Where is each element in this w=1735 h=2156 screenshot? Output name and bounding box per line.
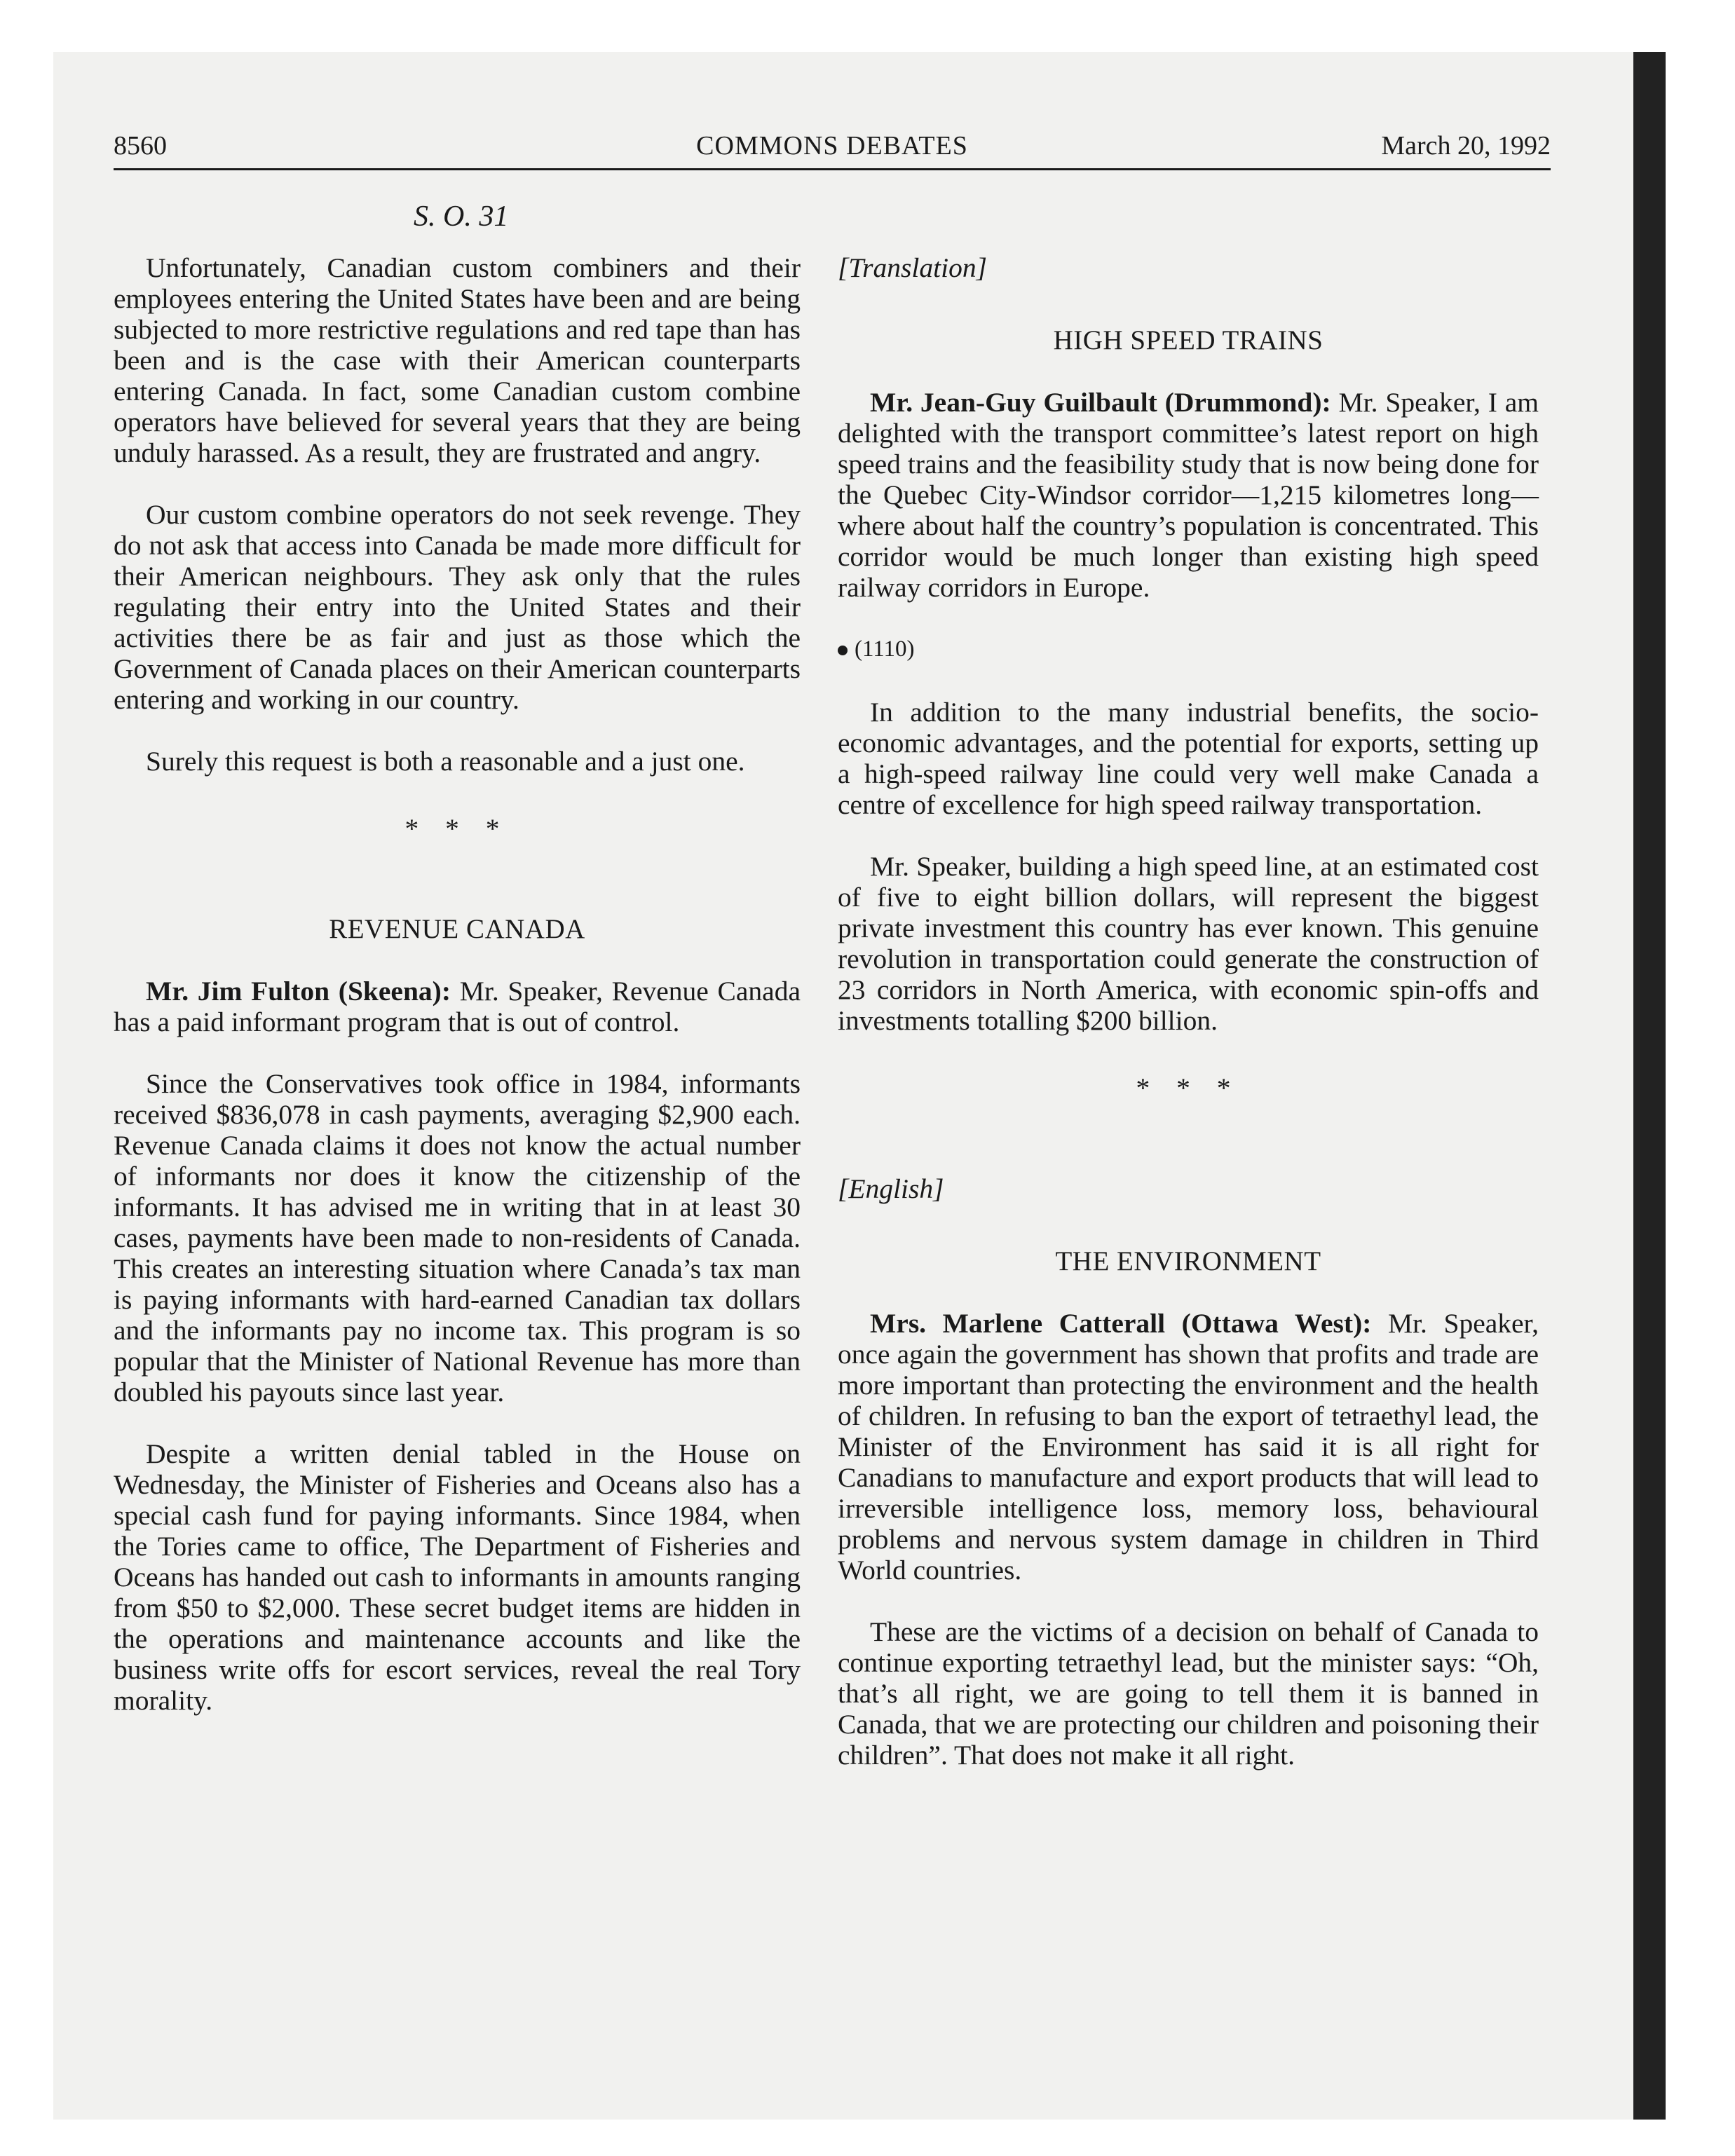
page-date: March 20, 1992 <box>1381 131 1551 161</box>
right-column <box>838 252 1539 1801</box>
section-heading-revenue-canada: REVENUE CANADA <box>329 914 585 944</box>
paragraph: Mr. Speaker, building a high speed line, at an estimated cost of five to eight billion dollars, will represent the biggest private investment this country has ever known. This genuine revolution in transportation could generate the construction of 23 corridors in North America, with economic spin-offs and investments totalling $200 billion. <box>838 851 1539 1036</box>
paragraph: Our custom combine operators do not seek revenge. They do not ask that access into Canada be made more difficult for their American neighbours. They ask only that the rules regulating their entry into the United States and their activities there be as fair and just as those which the Government of Canada places on their American counterparts entering and working in our country. <box>114 499 801 715</box>
speech-text: Mr. Speaker, once again the government has shown that profits and trade are more important than protecting the environment and the health of children. In refusing to ban the export of tetraethyl lead, the Minister of the Environment has said it is all right for Canadians to manufacture and export products that will lead to irreversible intelligence loss, memory loss, behavioural problems and nervous system damage in children in Third World countries. <box>838 1308 1539 1585</box>
scan-edge-shadow <box>1633 52 1666 2120</box>
paragraph: Unfortunately, Canadian custom combiners and their employees entering the United States have been and are being subjected to more restrictive regulations and red tape than has been and is the case with their American counterparts entering Canada. In fact, some Canadian custom combine operators have believed for several years that they are being unduly harassed. As a result, they are frustrated and angry. <box>114 252 801 468</box>
timestamp-text: (1110) <box>855 636 915 662</box>
language-tag: [Translation] <box>838 252 987 283</box>
paragraph: In addition to the many industrial benefits, the socio-economic advantages, and the potential for exports, setting up a high-speed railway line could very well make Canada a centre of excellence for high speed railway transportation. <box>838 697 1539 820</box>
language-tag: [English] <box>838 1173 944 1204</box>
speech-paragraph <box>114 976 801 1037</box>
speaker-name: Mr. Jim Fulton (Skeena): <box>146 976 451 1007</box>
timestamp <box>838 634 1539 664</box>
speaker-name: Mrs. Marlene Catterall (Ottawa West): <box>870 1308 1372 1339</box>
speech-paragraph <box>838 387 1539 603</box>
left-column <box>114 252 801 1747</box>
section-separator: * * * <box>404 813 510 844</box>
bullet-icon <box>838 646 848 655</box>
paragraph: These are the victims of a decision on behalf of Canada to continue exporting tetraethyl lead, but the minister says: “Oh, that’s all right, we are going to tell them it is banned in Canada, that we are protecting our children and poisoning their children”. That does not make it all right. <box>838 1616 1539 1770</box>
paragraph: Since the Conservatives took office in 1984, informants received $836,078 in cash payments, averaging $2,900 each. Revenue Canada claims it does not know the actual number of informants nor does it know the citizenship of the informants. It has advised me in writing that in at least 30 cases, payments have been made to non-residents of Canada. This creates an interesting situation where Canada’s tax man is paying informants with hard-earned Canadian tax dollars and the informants pay no income tax. This program is so popular that the Minister of National Revenue has more than doubled his payouts since last year. <box>114 1068 801 1407</box>
page-number: 8560 <box>114 131 167 161</box>
speech-text: Mr. Speaker, Revenue Canada has a paid informant program that is out of control. <box>114 976 801 1037</box>
speech-text: Mr. Speaker, I am delighted with the transport committee’s latest report on high speed trains and the feasibility study that is now being done for the Quebec City-Windsor corridor—1,215 kilometres long—where about half the country’s population is concentrated. This corridor would be much longer than existing high speed railway corridors in Europe. <box>838 387 1539 603</box>
paragraph: Surely this request is both a reasonable and a just one. <box>146 746 745 777</box>
section-separator: * * * <box>1136 1072 1241 1103</box>
speech-paragraph <box>838 1308 1539 1585</box>
section-heading-environment: THE ENVIRONMENT <box>1055 1246 1321 1276</box>
section-heading-high-speed-trains: HIGH SPEED TRAINS <box>1053 325 1324 355</box>
page-header <box>114 125 1551 167</box>
paragraph: Despite a written denial tabled in the House on Wednesday, the Minister of Fisheries and Oceans also has a special cash fund for paying informants. Since 1984, when the Tories came to office, The Department of Fisheries and Oceans has handed out cash to informants in amounts ranging from $50 to $2,000. These secret budget items are hidden in the operations and maintenance accounts and like the business write offs for escort services, reveal the real Tory morality. <box>114 1438 801 1716</box>
running-title: COMMONS DEBATES <box>696 131 968 161</box>
section-label: S. O. 31 <box>414 200 509 233</box>
speaker-name: Mr. Jean-Guy Guilbault (Drummond): <box>870 387 1331 418</box>
header-rule <box>114 168 1551 170</box>
